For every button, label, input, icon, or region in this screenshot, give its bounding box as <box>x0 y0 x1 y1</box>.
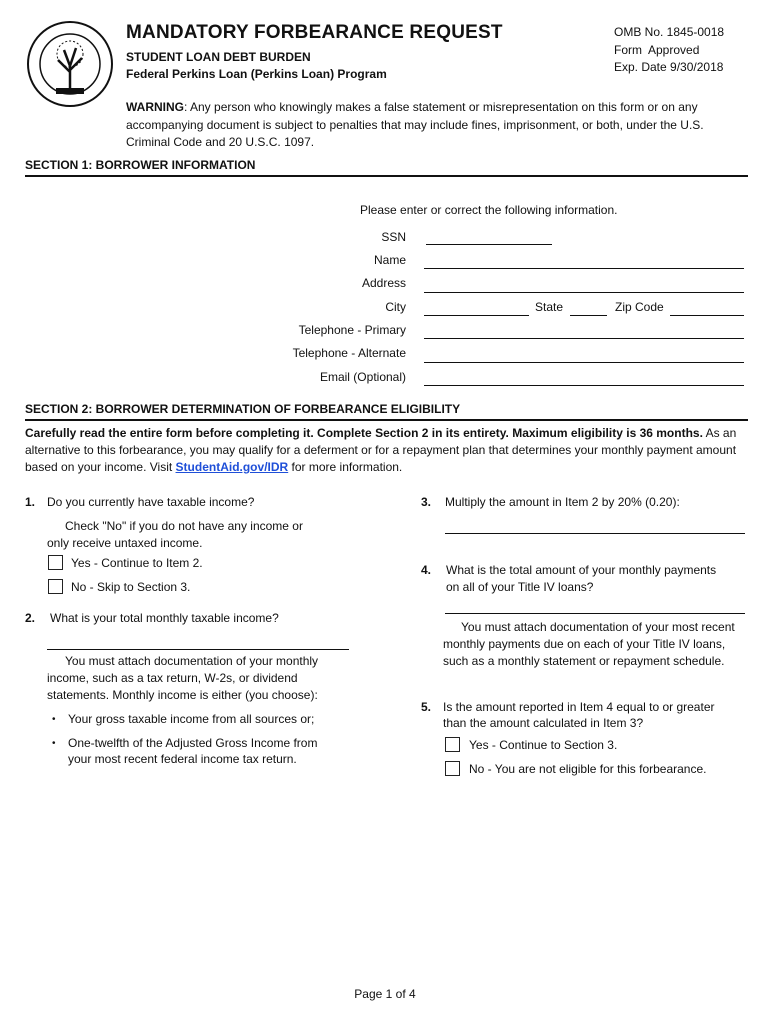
q2-bullet-2b: your most recent federal income tax return. <box>68 752 297 766</box>
state-label: State <box>535 300 564 314</box>
phone-primary-field[interactable] <box>424 338 744 339</box>
email-field[interactable] <box>424 385 744 386</box>
q3-amount-field[interactable] <box>445 533 745 534</box>
q3-number: 3. <box>421 495 432 509</box>
department-of-education-seal-icon <box>26 20 114 108</box>
section-2-heading: SECTION 2: BORROWER DETERMINATION OF FORBEARANCE ELIGIBILITY <box>25 402 461 416</box>
q2-text: What is your total monthly taxable income? <box>50 611 279 625</box>
program-name: Federal Perkins Loan (Perkins Loan) Program <box>126 67 387 81</box>
section-2-intro <box>25 425 747 476</box>
q5-no-checkbox[interactable] <box>445 761 460 776</box>
q1-number: 1. <box>25 495 36 509</box>
name-label: Name <box>373 253 406 267</box>
section-2-intro-bold: Carefully read the entire form before completing it. Complete Section 2 in its entirety. Maximum eligibility is 36 months. <box>25 426 703 440</box>
warning-body: : Any person who knowingly makes a false statement or misrepresentation on this form or on any accompanying document is subject to penalties that may include fines, imprisonment, or both, under the U.S. Criminal Code and 20 U.S.C. 1097. <box>126 100 704 149</box>
email-label: Email (Optional) <box>319 370 406 384</box>
omb-number: OMB No. 1845-0018 <box>614 25 725 39</box>
q5-yes-label: Yes - Continue to Section 3. <box>469 738 618 752</box>
q1-yes-label: Yes - Continue to Item 2. <box>71 556 203 570</box>
q5-yes-checkbox[interactable] <box>445 737 460 752</box>
q2-note: You must attach documentation of your monthly income, such as a tax return, W-2s, or dividend statements. Monthly income is either (you choose): <box>47 654 319 702</box>
warning-text <box>126 99 741 152</box>
ssn-field[interactable] <box>426 244 552 245</box>
omb-block <box>614 24 724 77</box>
q2-bullet-1: Your gross taxable income from all sources or; <box>68 712 315 726</box>
form-title: MANDATORY FORBEARANCE REQUEST <box>126 22 503 43</box>
q3-text: Multiply the amount in Item 2 by 20% (0.20): <box>445 495 680 509</box>
form-subtitle: STUDENT LOAN DEBT BURDEN <box>126 50 311 64</box>
expiration-date: Exp. Date 9/30/2018 <box>614 60 724 74</box>
address-field[interactable] <box>424 292 744 293</box>
warning-label: WARNING <box>126 100 184 114</box>
q4-number: 4. <box>421 563 432 577</box>
q5-no-label: No - You are not eligible for this forbearance. <box>469 762 707 776</box>
name-field[interactable] <box>424 268 744 269</box>
bullet-icon: • <box>52 714 56 725</box>
phone-primary-label: Telephone - Primary <box>298 323 406 337</box>
phone-alternate-field[interactable] <box>424 362 744 363</box>
q2-number: 2. <box>25 611 36 625</box>
section-1-intro: Please enter or correct the following information. <box>360 203 618 217</box>
q4-text-1: What is the total amount of your monthly payments <box>446 563 717 577</box>
q5-number: 5. <box>421 700 432 714</box>
q1-text: Do you currently have taxable income? <box>47 495 255 509</box>
page-number: Page 1 of 4 <box>354 987 416 1001</box>
bullet-icon: • <box>52 738 56 749</box>
section-2-intro-end: for more information. <box>288 460 403 474</box>
q1-no-label: No - Skip to Section 3. <box>71 580 191 594</box>
q2-bullet-2a: One-twelfth of the Adjusted Gross Income from <box>68 736 318 750</box>
address-label: Address <box>361 276 406 290</box>
q1-note-1: Check "No" if you do not have any income or <box>65 519 303 533</box>
phone-alternate-label: Telephone - Alternate <box>292 346 406 360</box>
zip-field[interactable] <box>670 315 744 316</box>
q4-amount-field[interactable] <box>445 613 745 614</box>
q1-no-checkbox[interactable] <box>48 579 63 594</box>
q5-text-1: Is the amount reported in Item 4 equal to or greater <box>443 700 715 714</box>
q1-yes-checkbox[interactable] <box>48 555 63 570</box>
section-2-intro-text: As an alternative to this forbearance, you may qualify for a deferment or for a repayment plan that determines your monthly payment amount based on your income. Visit <box>25 426 737 474</box>
q1-note-2: only receive untaxed income. <box>47 536 203 550</box>
zip-label: Zip Code <box>615 300 664 314</box>
q4-text-2: on all of your Title IV loans? <box>446 580 594 594</box>
ssn-label: SSN <box>381 230 406 244</box>
city-field[interactable] <box>424 315 529 316</box>
q2-income-field[interactable] <box>47 649 349 650</box>
q5-text-2: than the amount calculated in Item 3? <box>443 716 644 730</box>
section-2-rule <box>25 419 748 421</box>
q4-note: You must attach documentation of your most recent monthly payments due on each of your Title IV loans, such as a monthly statement or repayment schedule. <box>443 620 735 668</box>
studentaid-idr-link[interactable]: StudentAid.gov/IDR <box>175 460 289 474</box>
section-1-heading: SECTION 1: BORROWER INFORMATION <box>25 158 256 172</box>
state-field[interactable] <box>570 315 607 316</box>
city-label: City <box>385 300 406 314</box>
section-1-rule <box>25 175 748 177</box>
form-approved: Form Approved <box>614 42 700 57</box>
